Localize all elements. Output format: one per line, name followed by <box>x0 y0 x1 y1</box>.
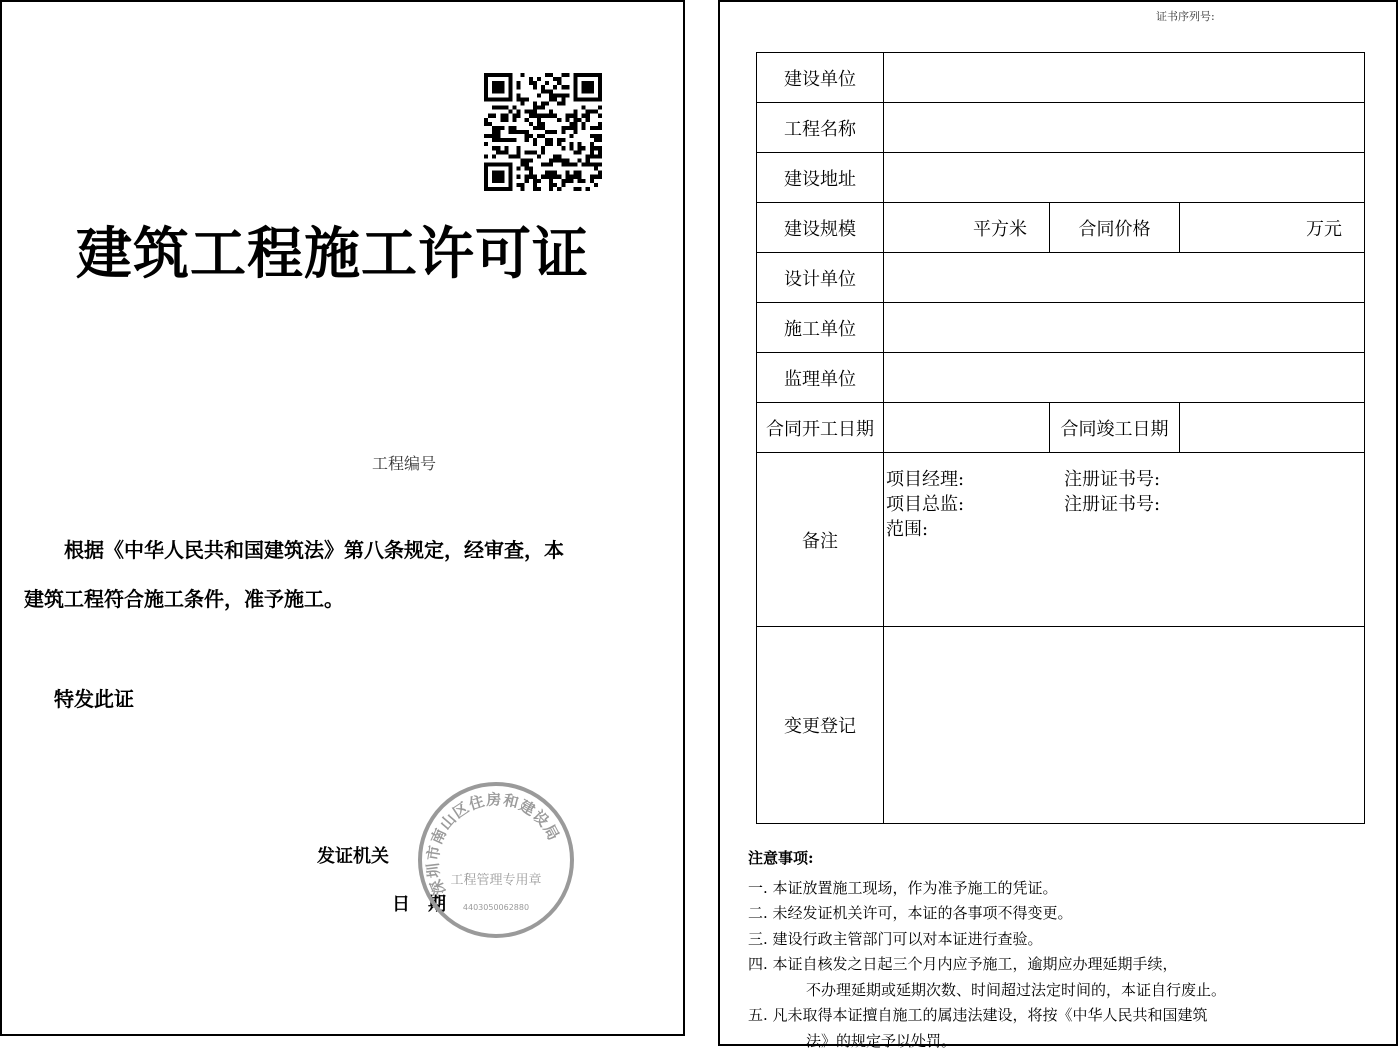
issuing-authority-label: 发证机关 <box>317 842 389 868</box>
seal-arc-text: 深圳市南山区住房和建设局 <box>424 790 564 897</box>
builder-value <box>884 53 1365 103</box>
scale-label: 建设规模 <box>757 203 884 253</box>
permit-info-table <box>756 52 1365 824</box>
project-name-label: 工程名称 <box>757 103 884 153</box>
note-item-continued: 法》的规定予以处罚。 <box>748 1029 1368 1054</box>
constructor-value <box>884 303 1365 353</box>
notes-section <box>748 846 1368 1054</box>
note-item: 五. 凡未取得本证擅自施工的属违法建设，将按《中华人民共和国建筑 <box>748 1003 1368 1029</box>
contract-price-label: 合同价格 <box>1050 203 1180 253</box>
scale-unit: 平方米 <box>884 203 1050 253</box>
note-item: 二. 未经发证机关许可，本证的各事项不得变更。 <box>748 901 1368 927</box>
seal-number-text: 4403050062880 <box>463 903 529 912</box>
table-row <box>757 453 1365 627</box>
project-name-value <box>884 103 1365 153</box>
permit-details-page <box>718 0 1398 1046</box>
table-row <box>757 303 1365 353</box>
cert-no-label-2: 注册证书号: <box>1064 492 1364 517</box>
chief-supervisor-label: 项目总监: <box>886 492 1064 517</box>
table-row <box>757 253 1365 303</box>
permit-statement-line-2: 建筑工程符合施工条件，准予施工。 <box>24 583 344 612</box>
notes-title: 注意事项: <box>748 846 1368 872</box>
project-manager-label: 项目经理: <box>886 467 1064 492</box>
official-seal-icon <box>416 780 576 940</box>
constructor-label: 施工单位 <box>757 303 884 353</box>
note-item: 三. 建设行政主管部门可以对本证进行查验。 <box>748 927 1368 953</box>
table-row <box>757 203 1365 253</box>
certificate-serial-label: 证书序列号: <box>1156 8 1215 24</box>
remarks-label: 备注 <box>757 453 884 627</box>
change-record-label: 变更登记 <box>757 627 884 824</box>
address-label: 建设地址 <box>757 153 884 203</box>
table-row <box>757 353 1365 403</box>
change-record-value <box>884 627 1365 824</box>
note-item-continued: 不办理延期或延期次数、时间超过法定时间的，本证自行废止。 <box>748 978 1368 1004</box>
start-date-label: 合同开工日期 <box>757 403 884 453</box>
note-item: 一. 本证放置施工现场，作为准予施工的凭证。 <box>748 876 1368 902</box>
address-value <box>884 153 1365 203</box>
table-row <box>757 103 1365 153</box>
cert-no-label-1: 注册证书号: <box>1064 467 1364 492</box>
scope-label: 范围: <box>886 517 1064 542</box>
designer-label: 设计单位 <box>757 253 884 303</box>
table-row <box>757 403 1365 453</box>
note-item: 四. 本证自核发之日起三个月内应予施工，逾期应办理延期手续， <box>748 952 1368 978</box>
supervisor-label: 监理单位 <box>757 353 884 403</box>
end-date-value <box>1180 403 1365 453</box>
remarks-value <box>884 453 1365 627</box>
table-row <box>757 153 1365 203</box>
supervisor-value <box>884 353 1365 403</box>
table-row <box>757 627 1365 824</box>
qr-code-icon <box>484 73 602 191</box>
permit-cover-page <box>0 0 685 1036</box>
permit-title: 建筑工程施工许可证 <box>76 210 636 290</box>
end-date-label: 合同竣工日期 <box>1050 403 1180 453</box>
issue-date-label: 日期 <box>392 890 464 916</box>
project-code-label: 工程编号 <box>372 451 436 474</box>
builder-label: 建设单位 <box>757 53 884 103</box>
start-date-value <box>884 403 1050 453</box>
seal-center-text: 工程管理专用章 <box>450 872 541 888</box>
price-unit: 万元 <box>1180 203 1365 253</box>
table-row <box>757 53 1365 103</box>
permit-statement-line-1: 根据《中华人民共和国建筑法》第八条规定，经审查，本 <box>64 534 564 563</box>
special-issue-text: 特发此证 <box>54 683 134 712</box>
designer-value <box>884 253 1365 303</box>
